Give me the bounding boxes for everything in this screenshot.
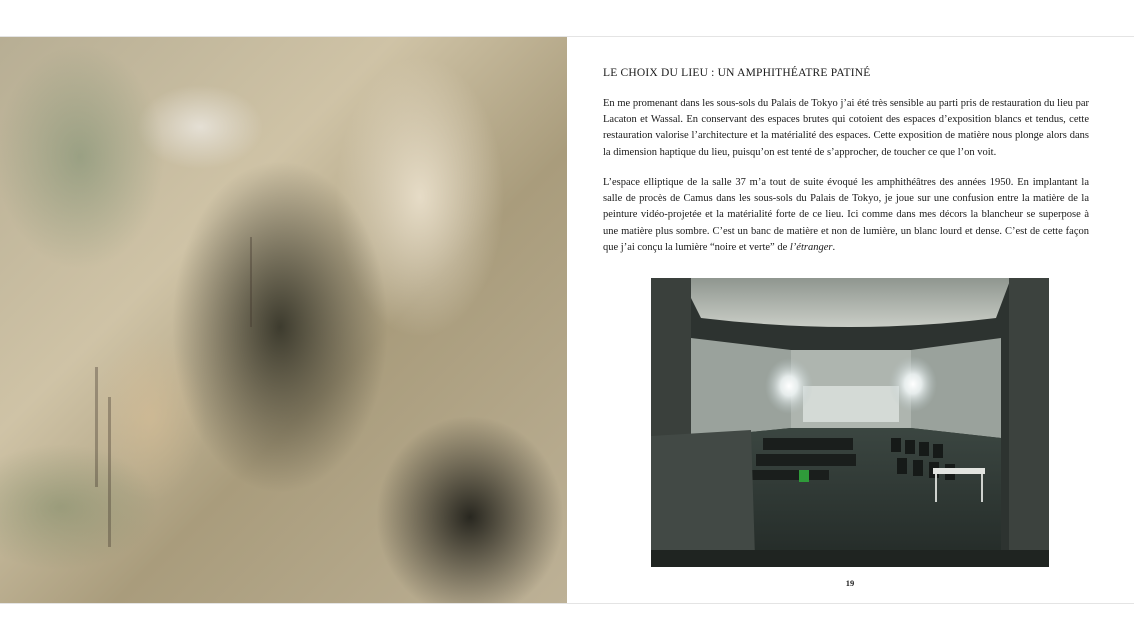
paragraph-two-end: .: [832, 241, 836, 253]
text-page: [567, 37, 1134, 603]
amphitheatre-photo: [651, 278, 1049, 567]
section-heading: LE CHOIX DU LIEU : UN AMPHITHÉATRE PATINÉ: [603, 67, 871, 79]
paragraph-two-text: L’espace elliptique de la salle 37 m’a tout de suite évoqué les amphithéâtres des années 1950. En implantant la salle de procès de Camus dans les sous-sols du Palais de Tokyo, je joue sur une confusion entre la matière de la peinture vidéo-projetée et la matérialité forte de ce lieu. Ici comme dans mes décors la blancheur se superpose à une matière plus sombre. C’est un banc de matière et non de lumière, un blanc lourd et dense. C’est de cette façon que j’ai conçu la lumière “noire et verte” de: [603, 177, 1089, 253]
wall-texture-photo: [0, 37, 567, 603]
drip-streak: [95, 367, 98, 487]
amphitheatre-illustration: [651, 278, 1049, 567]
paragraph-one: En me promenant dans les sous-sols du Palais de Tokyo j’ai été très sensible au parti pris de restauration du lieu par Lacaton et Wassal. En conservant des espaces brutes qui cotoient des espaces d’exposition blancs et tendus, cette restauration valorise l’architecture et la matérialité des espaces. Cette exposition de matière nous plonge alors dans la dimension haptique du lieu, puisqu’on est tenté de s’approcher, de toucher ce que l’on voit.: [603, 98, 1089, 158]
drip-streak: [250, 237, 252, 327]
page-number: 19: [845, 578, 855, 588]
book-spread: [0, 36, 1134, 604]
paragraph-two-italic: l’étranger: [789, 241, 833, 253]
drip-streak: [108, 397, 111, 547]
paragraph-two: [603, 175, 1089, 256]
